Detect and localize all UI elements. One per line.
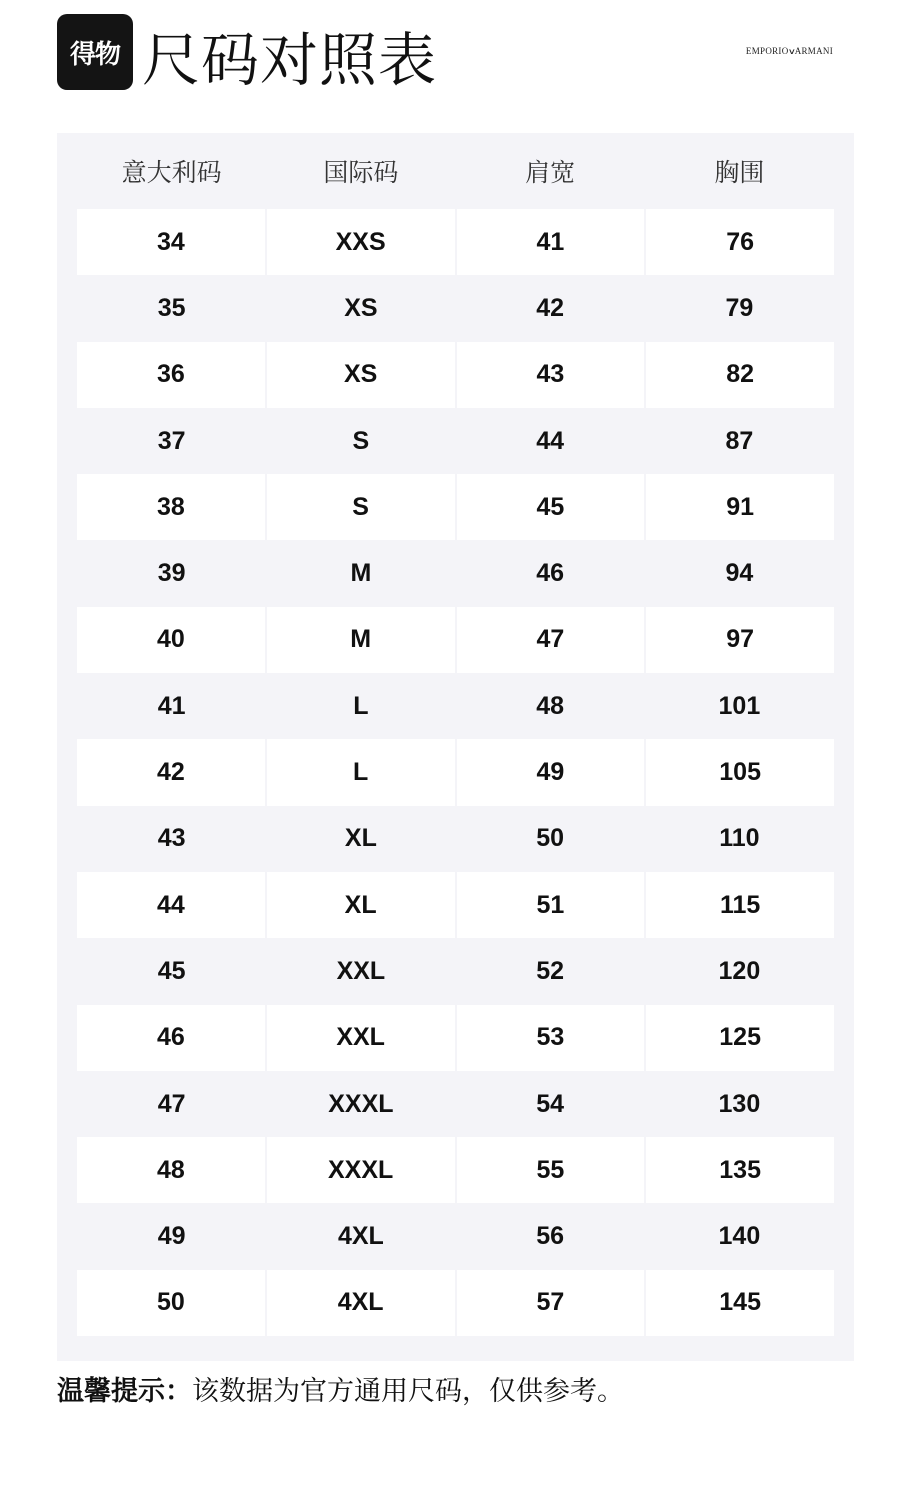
cell-international-size: 4XL	[265, 1270, 455, 1336]
cell-chest: 91	[644, 474, 834, 540]
cell-shoulder-width: 47	[455, 607, 645, 673]
cell-shoulder-width: 55	[455, 1137, 645, 1203]
cell-international-size: XXL	[336, 956, 386, 985]
eagle-icon: ∨	[787, 47, 796, 56]
size-chart-table	[57, 133, 854, 1361]
column-header-international-size: 国际码	[323, 158, 399, 187]
cell-international-size: S	[265, 474, 455, 540]
cell-chest: 94	[725, 559, 754, 588]
table-row	[77, 540, 834, 606]
table-row	[77, 673, 834, 739]
cell-italian-size: 41	[157, 691, 186, 720]
cell-italian-size: 39	[157, 559, 186, 588]
table-row	[77, 739, 834, 805]
brand-logo-right: ARMANI	[794, 46, 833, 56]
cell-chest: 105	[644, 739, 834, 805]
cell-international-size: XS	[344, 293, 378, 322]
table-header-row	[77, 133, 834, 209]
cell-international-size: 4XL	[337, 1222, 384, 1251]
cell-chest: 76	[644, 209, 834, 275]
cell-italian-size: 46	[156, 1023, 185, 1052]
cell-chest: 79	[725, 293, 754, 322]
brand-logo-left: EMPORIO	[745, 46, 789, 56]
cell-italian-size: 47	[157, 1089, 186, 1118]
app-logo-text: 得物	[69, 39, 120, 70]
cell-italian-size: 45	[157, 956, 186, 985]
cell-international-size: XXS	[265, 209, 455, 275]
table-row	[77, 275, 834, 341]
table-row	[77, 872, 834, 938]
cell-international-size: L	[353, 691, 369, 720]
table-row	[77, 1203, 834, 1269]
footer-note-label: 温馨提示：	[57, 1376, 192, 1407]
footer-note-text: 该数据为官方通用尺码，仅供参考。	[192, 1376, 624, 1407]
cell-shoulder-width: 42	[536, 293, 565, 322]
cell-italian-size: 35	[157, 293, 186, 322]
app-logo	[57, 14, 133, 90]
cell-international-size: XL	[265, 872, 455, 938]
cell-shoulder-width: 54	[536, 1089, 565, 1118]
cell-international-size: XS	[265, 342, 455, 408]
cell-chest: 130	[718, 1089, 761, 1118]
cell-shoulder-width: 51	[455, 872, 645, 938]
table-row	[77, 1137, 834, 1203]
table-row	[77, 938, 834, 1004]
cell-chest: 125	[644, 1005, 834, 1071]
cell-shoulder-width: 52	[536, 956, 565, 985]
table-row	[77, 1005, 834, 1071]
cell-international-size: XXXL	[328, 1089, 394, 1118]
cell-international-size: L	[265, 739, 455, 805]
table-row	[77, 342, 834, 408]
cell-chest: 87	[725, 426, 754, 455]
cell-chest: 101	[718, 691, 761, 720]
cell-international-size: XXXL	[265, 1137, 455, 1203]
cell-shoulder-width: 41	[455, 209, 645, 275]
table-row	[77, 209, 834, 275]
cell-chest: 120	[718, 956, 761, 985]
cell-chest: 140	[718, 1222, 761, 1251]
page-title: 尺码对照表	[142, 26, 438, 94]
cell-italian-size: 43	[157, 824, 186, 853]
cell-chest: 110	[719, 824, 760, 853]
cell-chest: 135	[644, 1137, 834, 1203]
cell-italian-size: 44	[156, 890, 185, 919]
cell-italian-size: 36	[156, 360, 185, 389]
cell-italian-size: 50	[156, 1288, 185, 1317]
cell-italian-size: 37	[157, 426, 186, 455]
cell-shoulder-width: 50	[536, 824, 565, 853]
cell-italian-size: 40	[156, 625, 185, 654]
table-row	[77, 408, 834, 474]
table-row	[77, 607, 834, 673]
table-row	[77, 1071, 834, 1137]
cell-international-size: XL	[344, 824, 377, 853]
cell-chest: 145	[644, 1270, 834, 1336]
column-header-chest: 胸围	[714, 158, 765, 187]
cell-international-size: M	[265, 607, 455, 673]
column-header-shoulder-width: 肩宽	[525, 158, 576, 187]
cell-shoulder-width: 49	[455, 739, 645, 805]
table-body	[77, 209, 834, 1336]
cell-italian-size: 48	[156, 1155, 185, 1184]
footer-note	[57, 1372, 624, 1412]
cell-shoulder-width: 44	[536, 426, 565, 455]
cell-shoulder-width: 48	[536, 691, 565, 720]
table-row	[77, 1270, 834, 1336]
cell-chest: 115	[644, 872, 834, 938]
cell-shoulder-width: 46	[536, 559, 565, 588]
cell-italian-size: 49	[157, 1222, 186, 1251]
cell-shoulder-width: 57	[455, 1270, 645, 1336]
cell-shoulder-width: 43	[455, 342, 645, 408]
cell-italian-size: 34	[156, 227, 185, 256]
cell-chest: 82	[644, 342, 834, 408]
cell-chest: 97	[644, 607, 834, 673]
cell-international-size: S	[352, 426, 370, 455]
brand-logo	[746, 46, 833, 56]
column-header-italian-size: 意大利码	[121, 158, 222, 187]
cell-international-size: M	[350, 559, 372, 588]
cell-shoulder-width: 53	[455, 1005, 645, 1071]
table-row	[77, 474, 834, 540]
cell-international-size: XXL	[265, 1005, 455, 1071]
table-row	[77, 806, 834, 872]
cell-shoulder-width: 56	[536, 1222, 565, 1251]
cell-italian-size: 42	[156, 758, 185, 787]
cell-shoulder-width: 45	[455, 474, 645, 540]
cell-italian-size: 38	[156, 492, 185, 521]
